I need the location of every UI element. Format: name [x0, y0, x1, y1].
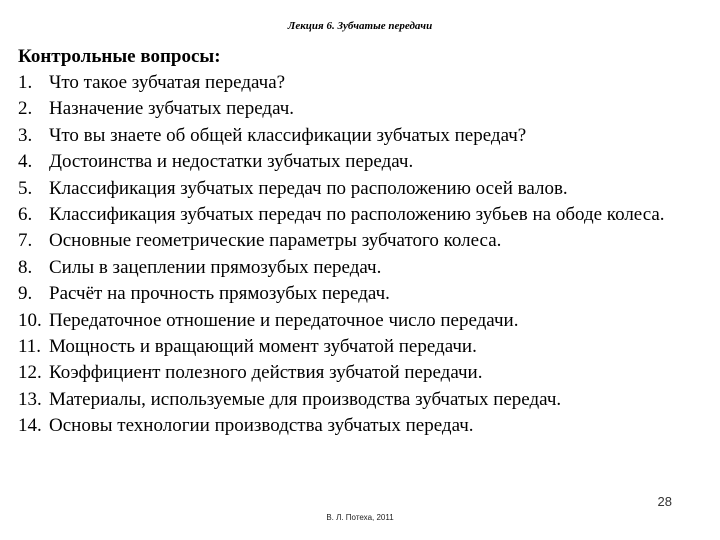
- question-number: 4.: [18, 151, 33, 173]
- question-item: [18, 96, 714, 122]
- question-item: [18, 255, 714, 281]
- question-number: 8.: [18, 256, 33, 278]
- question-text: Передаточное отношение и передаточное число передачи.: [49, 309, 519, 331]
- question-number: 9.: [18, 283, 33, 305]
- question-text: Мощность и вращающий момент зубчатой передачи.: [49, 335, 477, 357]
- question-item: [18, 149, 714, 175]
- question-number: 11.: [18, 335, 42, 357]
- question-number: 1.: [18, 72, 33, 93]
- question-item: [18, 334, 714, 360]
- page-header-title: Лекция 6. Зубчатые передачи: [287, 20, 433, 32]
- question-item: [18, 202, 714, 228]
- question-item: [18, 413, 714, 439]
- footer-author: В. Л. Потеха, 2011: [326, 513, 394, 522]
- question-item: [18, 308, 714, 334]
- question-item: [18, 228, 714, 254]
- question-text: Достоинства и недостатки зубчатых передач.: [49, 151, 414, 173]
- question-number: 13.: [18, 388, 42, 410]
- question-item: [18, 281, 714, 307]
- question-item: [18, 70, 714, 96]
- question-text: Коэффициент полезного действия зубчатой передачи.: [49, 362, 483, 384]
- question-number: 6.: [18, 203, 33, 225]
- question-item: [18, 360, 714, 386]
- question-text: Расчёт на прочность прямозубых передач.: [49, 283, 390, 305]
- question-text: Назначение зубчатых передач.: [49, 98, 295, 120]
- question-text: Основы технологии производства зубчатых передач.: [49, 415, 474, 437]
- question-text: Классификация зубчатых передач по расположению зубьев на ободе колеса.: [49, 203, 665, 225]
- question-number: 5.: [18, 177, 33, 199]
- question-number: 14.: [18, 415, 42, 437]
- question-number: 10.: [18, 309, 42, 331]
- question-item: [18, 387, 714, 413]
- page-number: 28: [657, 494, 672, 509]
- question-number: 12.: [18, 362, 42, 384]
- question-item: [18, 176, 714, 202]
- question-text: Классификация зубчатых передач по расположению осей валов.: [49, 177, 568, 199]
- questions-list: [18, 70, 714, 439]
- question-text: Силы в зацеплении прямозубых передач.: [49, 256, 382, 278]
- question-item: [18, 123, 714, 149]
- question-number: 7.: [18, 230, 33, 252]
- question-text: Материалы, используемые для производства зубчатых передач.: [49, 388, 562, 410]
- question-text: Основные геометрические параметры зубчатого колеса.: [49, 230, 502, 252]
- questions-section: [18, 44, 714, 439]
- question-text: Что такое зубчатая передача?: [49, 72, 286, 93]
- question-text: Что вы знаете об общей классификации зубчатых передач?: [49, 124, 527, 146]
- question-number: 3.: [18, 124, 33, 146]
- question-number: 2.: [18, 98, 33, 120]
- questions-heading: Контрольные вопросы:: [18, 46, 221, 67]
